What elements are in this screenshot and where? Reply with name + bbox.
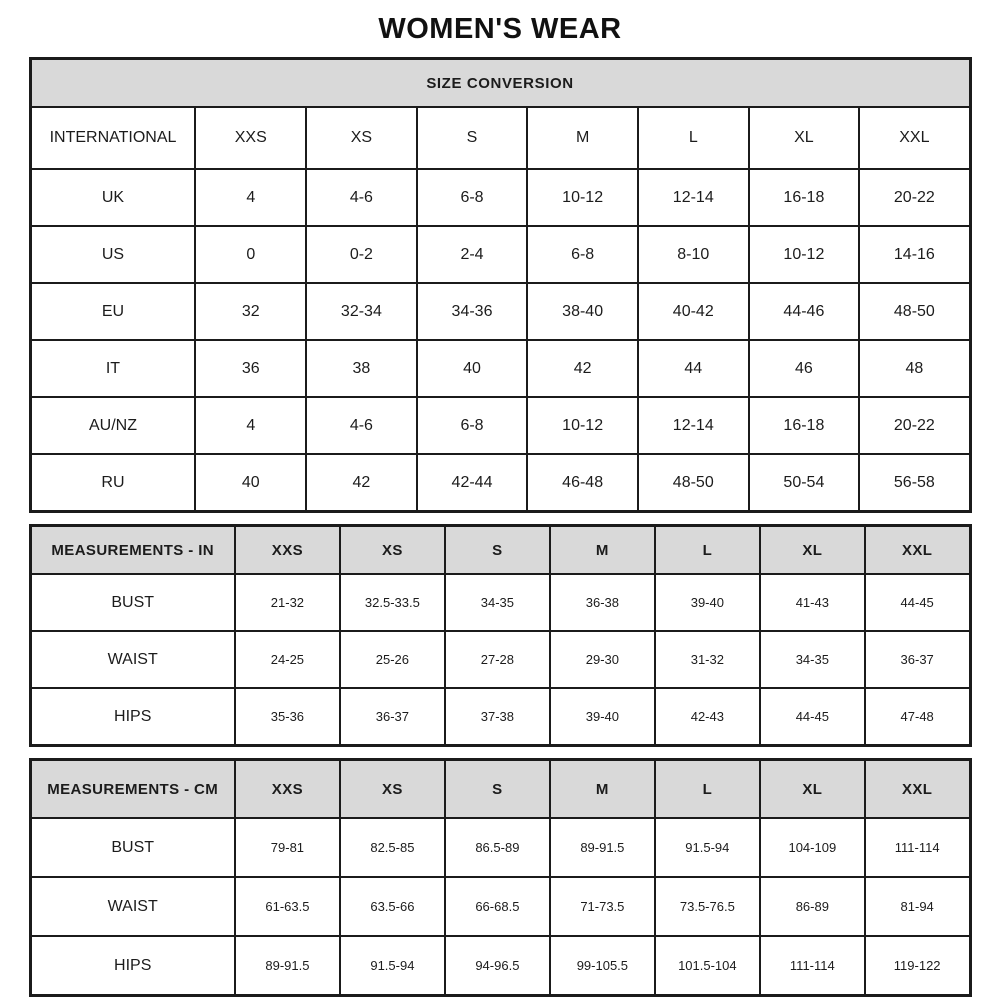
table-row-waist-in (30, 631, 970, 688)
measure-value: 36-37 (340, 688, 445, 746)
column-header-xxs: XXS (235, 760, 340, 819)
size-value: 10-12 (527, 169, 638, 226)
measure-value: 44-45 (865, 574, 970, 631)
measure-value: 66-68.5 (445, 877, 550, 936)
measure-value: 44-45 (760, 688, 865, 746)
size-value: 40 (195, 454, 306, 512)
measure-value: 39-40 (550, 688, 655, 746)
size-conversion-table (29, 57, 972, 513)
measure-value: 37-38 (445, 688, 550, 746)
row-label: HIPS (30, 936, 235, 996)
table-row-ru (30, 454, 970, 512)
column-header-xl: XL (749, 107, 860, 169)
measure-value: 79-81 (235, 818, 340, 877)
table-row-eu (30, 283, 970, 340)
size-value: 4 (195, 169, 306, 226)
measure-value: 86.5-89 (445, 818, 550, 877)
size-value: 0-2 (306, 226, 417, 283)
measure-value: 63.5-66 (340, 877, 445, 936)
measure-value: 73.5-76.5 (655, 877, 760, 936)
size-value: 12-14 (638, 397, 749, 454)
measure-value: 111-114 (760, 936, 865, 996)
size-value: 6-8 (417, 169, 528, 226)
measure-value: 81-94 (865, 877, 970, 936)
size-value: 36 (195, 340, 306, 397)
size-value: 14-16 (859, 226, 970, 283)
measure-value: 31-32 (655, 631, 760, 688)
column-header-xxl: XXL (865, 526, 970, 575)
table-row-bust-in (30, 574, 970, 631)
column-header-xl: XL (760, 760, 865, 819)
size-value: 4-6 (306, 397, 417, 454)
column-header-s: S (445, 526, 550, 575)
row-label: WAIST (30, 877, 235, 936)
row-label: EU (30, 283, 195, 340)
size-value: 0 (195, 226, 306, 283)
size-value: 32 (195, 283, 306, 340)
measure-value: 41-43 (760, 574, 865, 631)
measure-value: 101.5-104 (655, 936, 760, 996)
size-value: 40-42 (638, 283, 749, 340)
measurements-in-table (29, 524, 972, 747)
table-row-waist-cm (30, 877, 970, 936)
page-title: WOMEN'S WEAR (378, 13, 622, 45)
size-value: 50-54 (749, 454, 860, 512)
measure-value: 89-91.5 (550, 818, 655, 877)
row-label: US (30, 226, 195, 283)
size-value: 44-46 (749, 283, 860, 340)
size-value: 10-12 (527, 397, 638, 454)
row-label: IT (30, 340, 195, 397)
size-value: 20-22 (859, 397, 970, 454)
size-value: 4-6 (306, 169, 417, 226)
measure-value: 119-122 (865, 936, 970, 996)
measurements-cm-title: MEASUREMENTS - CM (30, 760, 235, 819)
measure-value: 25-26 (340, 631, 445, 688)
column-header-s: S (445, 760, 550, 819)
measure-value: 91.5-94 (655, 818, 760, 877)
measurements-cm-header-row (30, 760, 970, 819)
column-header-m: M (550, 526, 655, 575)
size-value: 46 (749, 340, 860, 397)
column-header-xxs: XXS (195, 107, 306, 169)
measure-value: 91.5-94 (340, 936, 445, 996)
size-value: 38-40 (527, 283, 638, 340)
size-value: 48-50 (638, 454, 749, 512)
column-header-l: L (655, 760, 760, 819)
measure-value: 71-73.5 (550, 877, 655, 936)
size-value: 4 (195, 397, 306, 454)
size-value: 10-12 (749, 226, 860, 283)
measure-value: 111-114 (865, 818, 970, 877)
column-header-m: M (550, 760, 655, 819)
size-value: 40 (417, 340, 528, 397)
table-row-bust-cm (30, 818, 970, 877)
size-value: 46-48 (527, 454, 638, 512)
measure-value: 82.5-85 (340, 818, 445, 877)
measurements-cm-table (29, 758, 972, 997)
column-header-xxl: XXL (865, 760, 970, 819)
column-header-xxs: XXS (235, 526, 340, 575)
size-value: 42 (306, 454, 417, 512)
size-value: 2-4 (417, 226, 528, 283)
measure-value: 104-109 (760, 818, 865, 877)
measure-value: 47-48 (865, 688, 970, 746)
table-row-hips-cm (30, 936, 970, 996)
table-row-aunz (30, 397, 970, 454)
column-header-xs: XS (340, 760, 445, 819)
column-header-l: L (638, 107, 749, 169)
size-value: 16-18 (749, 397, 860, 454)
column-header-international: INTERNATIONAL (30, 107, 195, 169)
column-header-xl: XL (760, 526, 865, 575)
measure-value: 35-36 (235, 688, 340, 746)
row-label: AU/NZ (30, 397, 195, 454)
size-value: 6-8 (417, 397, 528, 454)
size-value: 16-18 (749, 169, 860, 226)
measure-value: 94-96.5 (445, 936, 550, 996)
size-value: 34-36 (417, 283, 528, 340)
measure-value: 21-32 (235, 574, 340, 631)
measure-value: 99-105.5 (550, 936, 655, 996)
column-header-l: L (655, 526, 760, 575)
table-row-uk (30, 169, 970, 226)
measure-value: 24-25 (235, 631, 340, 688)
size-value: 48-50 (859, 283, 970, 340)
measure-value: 61-63.5 (235, 877, 340, 936)
size-value: 56-58 (859, 454, 970, 512)
measure-value: 27-28 (445, 631, 550, 688)
column-header-xs: XS (340, 526, 445, 575)
measurements-in-title: MEASUREMENTS - IN (30, 526, 235, 575)
row-label: BUST (30, 818, 235, 877)
measure-value: 36-37 (865, 631, 970, 688)
column-header-xxl: XXL (859, 107, 970, 169)
size-value: 12-14 (638, 169, 749, 226)
size-conversion-title: SIZE CONVERSION (30, 59, 970, 108)
size-value: 8-10 (638, 226, 749, 283)
size-conversion-header-row (30, 107, 970, 169)
row-label: WAIST (30, 631, 235, 688)
table-row-us (30, 226, 970, 283)
measure-value: 32.5-33.5 (340, 574, 445, 631)
row-label: HIPS (30, 688, 235, 746)
size-value: 38 (306, 340, 417, 397)
measure-value: 86-89 (760, 877, 865, 936)
size-value: 48 (859, 340, 970, 397)
size-value: 44 (638, 340, 749, 397)
size-value: 20-22 (859, 169, 970, 226)
measure-value: 42-43 (655, 688, 760, 746)
measure-value: 89-91.5 (235, 936, 340, 996)
size-value: 42 (527, 340, 638, 397)
measure-value: 29-30 (550, 631, 655, 688)
measure-value: 36-38 (550, 574, 655, 631)
size-value: 32-34 (306, 283, 417, 340)
table-row-hips-in (30, 688, 970, 746)
row-label: BUST (30, 574, 235, 631)
row-label: UK (30, 169, 195, 226)
measure-value: 34-35 (445, 574, 550, 631)
column-header-xs: XS (306, 107, 417, 169)
measurements-in-header-row (30, 526, 970, 575)
size-value: 6-8 (527, 226, 638, 283)
measure-value: 34-35 (760, 631, 865, 688)
measure-value: 39-40 (655, 574, 760, 631)
size-value: 42-44 (417, 454, 528, 512)
table-row-it (30, 340, 970, 397)
column-header-m: M (527, 107, 638, 169)
column-header-s: S (417, 107, 528, 169)
row-label: RU (30, 454, 195, 512)
